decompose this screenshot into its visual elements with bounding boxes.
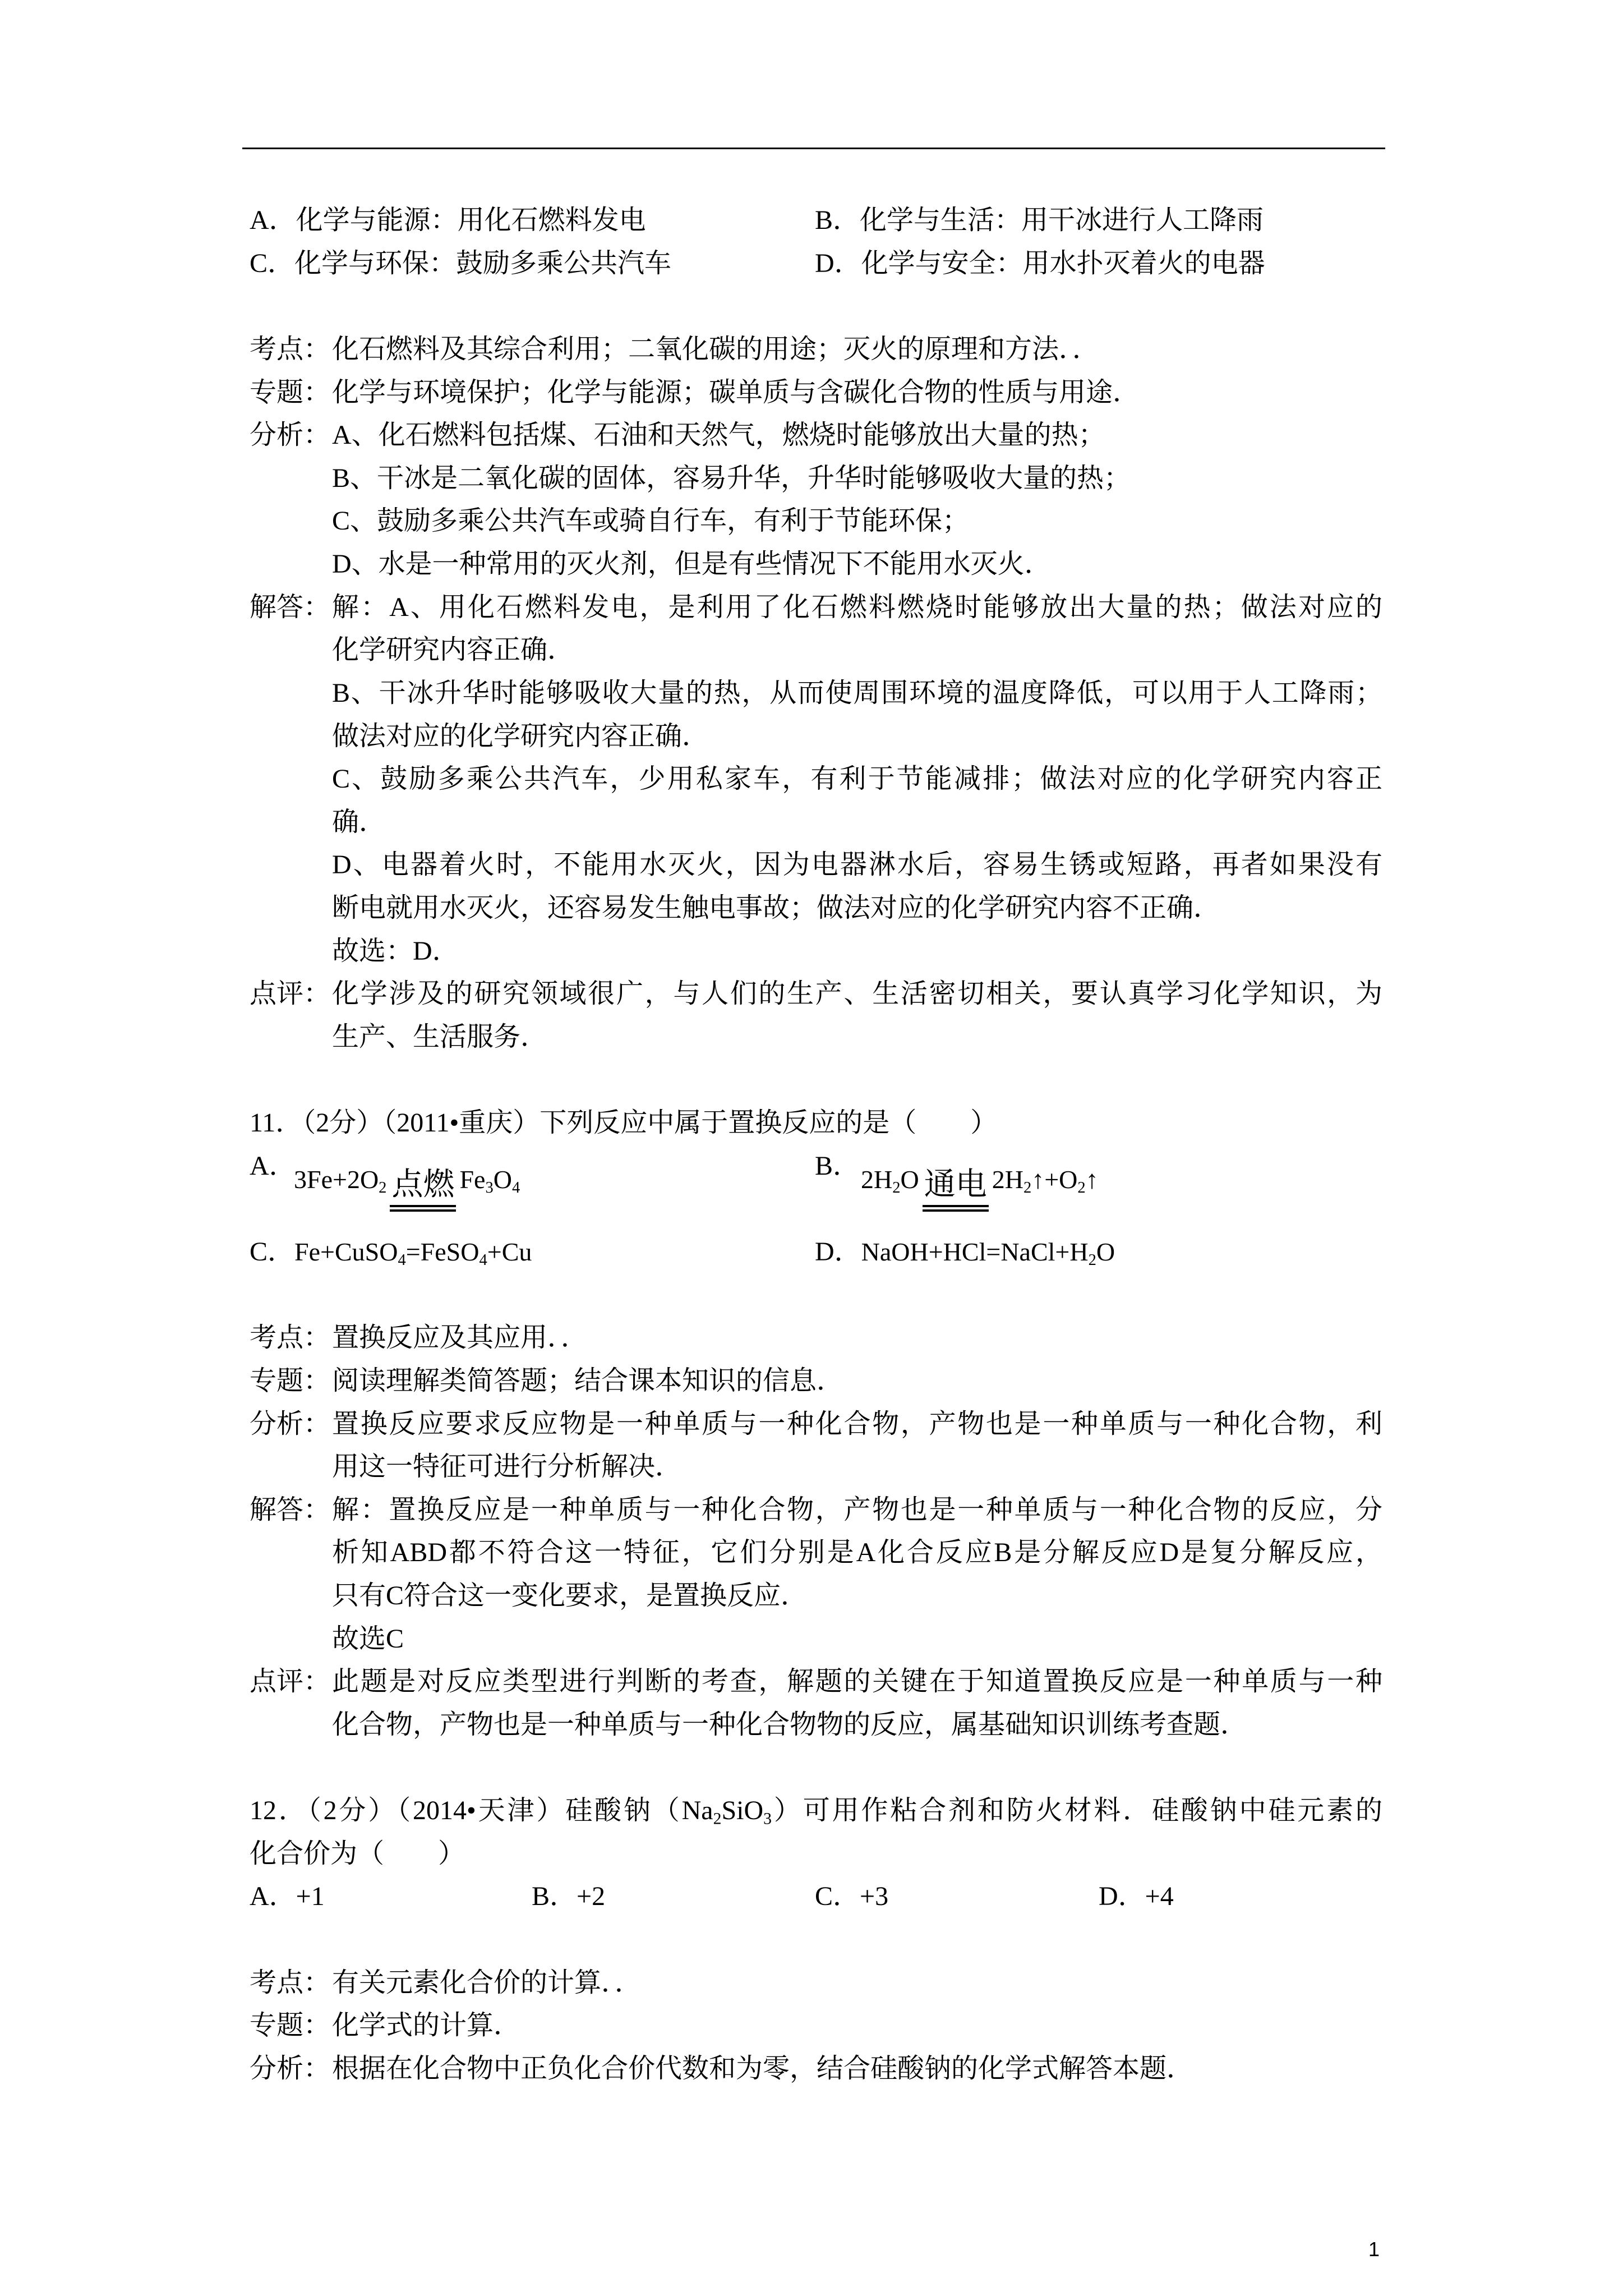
- q10-option-a: A．化学与能源：用化石燃料发电: [250, 205, 646, 235]
- q11-jieda: [250, 1489, 1382, 1532]
- fenxi-text: B、干冰是二氧化碳的固体，容易升华，升华时能够吸收大量的热；: [332, 463, 1131, 493]
- q10-jieda-line: [250, 758, 1382, 801]
- fenxi-label: 分析：: [250, 420, 331, 450]
- fenxi-label: 分析：: [250, 2053, 331, 2083]
- q11-options-ab: [250, 1145, 1382, 1231]
- dianping-label: 点评：: [250, 1667, 331, 1697]
- zhuanti-text: 阅读理解类简答题；结合课本知识的信息．: [332, 1365, 844, 1396]
- kaodian-label: 考点：: [250, 1323, 331, 1353]
- dianping-text: 化学涉及的研究领域很广，与人们的生产、生活密切相关，要认真学习化学知识，为: [332, 979, 1382, 1009]
- q10-jieda-line: [250, 672, 1382, 715]
- zhuanti-text: 化学与环境保护；化学与能源；碳单质与含碳化合物的性质与用途．: [332, 377, 1140, 407]
- zhuanti-text: 化学式的计算．: [332, 2010, 521, 2041]
- dianping-text: 此题是对反应类型进行判断的考查，解题的关键在于知道置换反应是一种单质与一种: [332, 1667, 1382, 1697]
- q10-fenxi: [250, 414, 1382, 457]
- jieda-text: 断电就用水灭火，还容易发生触电事故；做法对应的化学研究内容不正确．: [332, 893, 1221, 923]
- q10-option-d: D．化学与安全：用水扑灭着火的电器: [815, 248, 1265, 278]
- subscript: 2: [1023, 1179, 1032, 1197]
- q12-options-row: [250, 1875, 1382, 1918]
- q11-option-b-label: B．: [815, 1151, 860, 1181]
- question-text: 化合价为（ ）: [250, 1838, 465, 1869]
- q12-option-a: A．+1: [250, 1881, 325, 1912]
- question-text: [250, 1789, 1382, 1833]
- option-formula: $NaOH+HCl=NaCl+H_2O$: [861, 1237, 1115, 1269]
- q12-question: [250, 1789, 1382, 1833]
- q11-option-a-label: A．: [250, 1151, 296, 1181]
- q12-kaodian: [250, 1962, 1382, 2005]
- page-content: [250, 199, 1382, 2091]
- q12-zhuanti: [250, 2004, 1382, 2047]
- q12-option-b: B．+2: [532, 1881, 606, 1912]
- option-label: C．: [250, 1237, 295, 1267]
- q10-option-b: B．化学与生活：用干冰进行人工降雨: [815, 205, 1264, 235]
- option-formula: Fe+CuSO$_4$=FeSO$_4$+Cu: [294, 1237, 532, 1269]
- fenxi-text: A、化石燃料包括煤、石油和天然气，燃烧时能够放出大量的热；: [332, 420, 1105, 450]
- spacer: [250, 285, 1382, 328]
- dianping-label: 点评：: [250, 979, 331, 1009]
- q10-jieda-line: [250, 887, 1382, 930]
- dianping-text: 化合物，产物也是一种单质与一种化合物物的反应，属基础知识训练考查题．: [332, 1709, 1248, 1740]
- q10-kaodian: [250, 328, 1382, 371]
- kaodian-label: 考点：: [250, 334, 331, 364]
- q10-fenxi-line: [250, 457, 1382, 500]
- fenxi-text: D、水是一种常用的灭火剂，但是有些情况下不能用水灭火．: [332, 549, 1052, 579]
- jieda-label: 解答：: [250, 1494, 331, 1525]
- q11-fenxi-line: [250, 1446, 1382, 1489]
- q11-fenxi: [250, 1403, 1382, 1446]
- subscript: 4: [511, 1179, 520, 1197]
- subscript: 2: [1088, 1251, 1096, 1269]
- q11-option-d: [815, 1231, 1115, 1274]
- subscript: 2: [379, 1179, 387, 1197]
- zhuanti-label: 专题：: [250, 1365, 331, 1396]
- reaction-condition: 点燃: [390, 1168, 456, 1212]
- q11-jieda-line: [250, 1531, 1382, 1575]
- spacer: [250, 1747, 1382, 1790]
- q11-question: [250, 1102, 1382, 1145]
- jieda-text: 只有C符合这一变化要求，是置换反应．: [332, 1581, 808, 1611]
- q12-option-c: C．+3: [815, 1881, 889, 1912]
- q11-jieda-line: [250, 1575, 1382, 1618]
- q11-dianping-line: [250, 1704, 1382, 1747]
- jieda-text: 析知ABD都不符合这一特征，它们分别是A化合反应B是分解反应D是复分解反应，: [332, 1538, 1382, 1568]
- zhuanti-label: 专题：: [250, 2010, 331, 2041]
- q10-dianping: [250, 973, 1382, 1016]
- jieda-answer: 故选C: [332, 1623, 404, 1654]
- subscript: 4: [479, 1251, 487, 1269]
- q10-dianping-line: [250, 1016, 1382, 1059]
- fenxi-text: 置换反应要求反应物是一种单质与一种化合物，产物也是一种单质与一种化合物，利: [332, 1409, 1382, 1439]
- kaodian-text: 有关元素化合价的计算．．: [332, 1967, 642, 1998]
- spacer: [250, 1918, 1382, 1962]
- jieda-text: 解：A、用化石燃料发电，是利用了化石燃料燃烧时能够放出大量的热；做法对应的: [332, 592, 1382, 622]
- subscript: 2: [713, 1809, 722, 1828]
- jieda-text: 化学研究内容正确．: [332, 635, 575, 665]
- kaodian-label: 考点：: [250, 1967, 331, 1998]
- header-rule: [242, 148, 1385, 149]
- spacer: [250, 1059, 1382, 1102]
- subscript: 3: [763, 1809, 772, 1828]
- jieda-text: 确．: [332, 807, 386, 837]
- jieda-text: C、鼓励多乘公共汽车，少用私家车，有利于节能减排；做法对应的化学研究内容正: [332, 764, 1382, 794]
- q11-option-a-equation: [294, 1158, 520, 1205]
- fenxi-text: 根据在化合物中正负化合价代数和为零，结合硅酸钠的化学式解答本题．: [332, 2053, 1194, 2083]
- q10-jieda-line: [250, 930, 1382, 973]
- question-formula: $Na_2SiO_3$: [681, 1796, 772, 1828]
- option-label: D．: [815, 1237, 861, 1267]
- question-text-part: 12．（2分）（2014•天津）硅酸钠（: [250, 1796, 682, 1826]
- jieda-answer: 故选：D．: [332, 936, 459, 966]
- subscript: 3: [485, 1179, 494, 1197]
- products: $Fe_3O_4$: [459, 1165, 520, 1197]
- jieda-text: B、干冰升华时能够吸收大量的热，从而使周围环境的温度降低，可以用于人工降雨；: [332, 678, 1382, 708]
- jieda-text: 做法对应的化学研究内容正确．: [332, 721, 709, 751]
- kaodian-text: 化石燃料及其综合利用；二氧化碳的用途；灭火的原理和方法．．: [332, 334, 1100, 364]
- subscript: 2: [1077, 1179, 1086, 1197]
- q10-jieda-line: [250, 801, 1382, 844]
- spacer: [250, 1274, 1382, 1317]
- question-text: 11．（2分）（2011•重庆）下列反应中属于置换反应的是（ ）: [250, 1108, 998, 1138]
- q10-jieda-line: [250, 629, 1382, 672]
- q11-options-cd: [250, 1231, 1382, 1274]
- dianping-text: 生产、生活服务．: [332, 1022, 548, 1052]
- q10-option-c: C．化学与环保：鼓励多乘公共汽车: [250, 248, 672, 278]
- kaodian-text: 置换反应及其应用．．: [332, 1323, 588, 1353]
- products: $2H_2↑+O_2↑$: [992, 1165, 1099, 1197]
- jieda-text: D、电器着火时，不能用水灭火，因为电器淋水后，容易生锈或短路，再者如果没有: [332, 850, 1382, 880]
- subscript: 2: [892, 1179, 901, 1197]
- q10-options-row: [250, 242, 1382, 286]
- q10-fenxi-line: [250, 500, 1382, 543]
- reaction-condition: 通电: [923, 1168, 989, 1212]
- q10-zhuanti: [250, 371, 1382, 415]
- q12-option-d: D．+4: [1099, 1881, 1174, 1912]
- q10-fenxi-line: [250, 543, 1382, 586]
- q11-zhuanti: [250, 1360, 1382, 1403]
- fenxi-text: C、鼓励多乘公共汽车或骑自行车，有利于节能环保；: [332, 506, 970, 536]
- q11-jieda-line: [250, 1618, 1382, 1661]
- jieda-text: 解：置换反应是一种单质与一种化合物，产物也是一种单质与一种化合物的反应，分: [332, 1494, 1382, 1525]
- q11-option-b-equation: [861, 1158, 1099, 1205]
- subscript: 4: [398, 1251, 406, 1269]
- q11-dianping: [250, 1660, 1382, 1704]
- reactants: $2H_2O$: [861, 1165, 919, 1197]
- q11-option-c: [250, 1231, 532, 1274]
- zhuanti-label: 专题：: [250, 377, 331, 407]
- page-number: 1: [1368, 2238, 1380, 2261]
- question-text-part: ）可用作粘合剂和防火材料．硅酸钠中硅元素的: [772, 1796, 1382, 1826]
- fenxi-text: 用这一特征可进行分析解决．: [332, 1452, 683, 1482]
- reactants: $3Fe+2O_2$: [294, 1165, 387, 1197]
- q11-kaodian: [250, 1317, 1382, 1360]
- q12-fenxi: [250, 2047, 1382, 2091]
- q10-jieda: [250, 586, 1382, 629]
- q12-question-line: [250, 1833, 1382, 1876]
- fenxi-label: 分析：: [250, 1409, 331, 1439]
- q10-jieda-line: [250, 715, 1382, 758]
- jieda-label: 解答：: [250, 592, 331, 622]
- q10-options-row: [250, 199, 1382, 242]
- q10-jieda-line: [250, 844, 1382, 887]
